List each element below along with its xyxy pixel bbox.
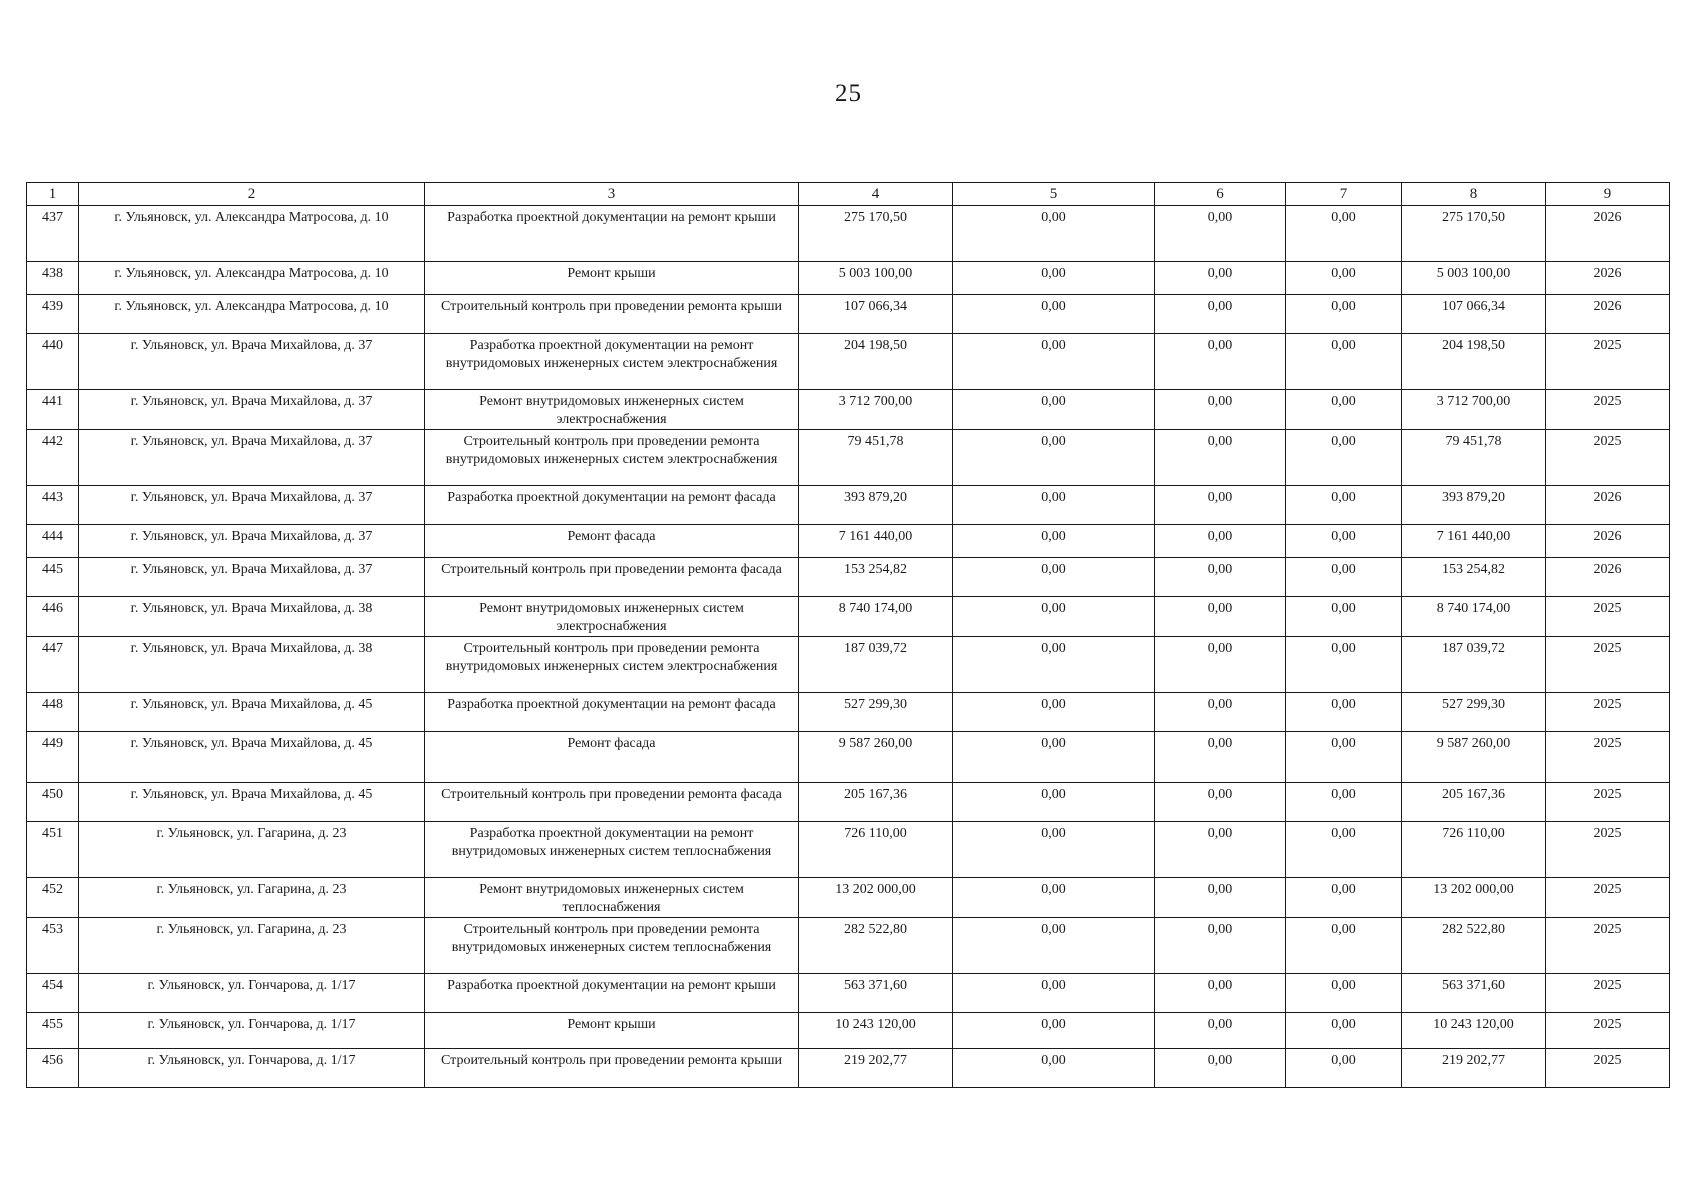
fund-other-cell: 0,00	[1286, 637, 1402, 693]
year-cell: 2025	[1546, 334, 1670, 390]
fund-other-cell: 0,00	[1286, 558, 1402, 597]
work-type-cell: Строительный контроль при проведении ремонта фасада	[425, 558, 799, 597]
fund-other-cell: 0,00	[1286, 918, 1402, 974]
fund-other-cell: 0,00	[1286, 1013, 1402, 1049]
total-cost-cell: 726 110,00	[799, 822, 953, 878]
year-cell: 2025	[1546, 1049, 1670, 1088]
owner-funds-cell: 282 522,80	[1402, 918, 1546, 974]
total-cost-cell: 275 170,50	[799, 206, 953, 262]
fund-other-cell: 0,00	[1286, 334, 1402, 390]
year-cell: 2025	[1546, 783, 1670, 822]
owner-funds-cell: 13 202 000,00	[1402, 878, 1546, 918]
row-number-cell: 441	[27, 390, 79, 430]
year-cell: 2025	[1546, 637, 1670, 693]
year-cell: 2026	[1546, 525, 1670, 558]
work-type-cell: Разработка проектной документации на ремонт крыши	[425, 974, 799, 1013]
fund-municipal-cell: 0,00	[1155, 637, 1286, 693]
fund-municipal-cell: 0,00	[1155, 430, 1286, 486]
column-header: 1	[27, 183, 79, 206]
fund-municipal-cell: 0,00	[1155, 262, 1286, 295]
fund-regional-cell: 0,00	[953, 262, 1155, 295]
year-cell: 2025	[1546, 430, 1670, 486]
owner-funds-cell: 275 170,50	[1402, 206, 1546, 262]
total-cost-cell: 393 879,20	[799, 486, 953, 525]
fund-regional-cell: 0,00	[953, 1013, 1155, 1049]
address-cell: г. Ульяновск, ул. Гагарина, д. 23	[79, 878, 425, 918]
total-cost-cell: 205 167,36	[799, 783, 953, 822]
row-number-cell: 446	[27, 597, 79, 637]
row-number-cell: 443	[27, 486, 79, 525]
total-cost-cell: 563 371,60	[799, 974, 953, 1013]
owner-funds-cell: 5 003 100,00	[1402, 262, 1546, 295]
owner-funds-cell: 153 254,82	[1402, 558, 1546, 597]
owner-funds-cell: 527 299,30	[1402, 693, 1546, 732]
table-row	[27, 597, 1670, 637]
fund-municipal-cell: 0,00	[1155, 486, 1286, 525]
column-header: 6	[1155, 183, 1286, 206]
year-cell: 2026	[1546, 206, 1670, 262]
fund-regional-cell: 0,00	[953, 597, 1155, 637]
fund-municipal-cell: 0,00	[1155, 918, 1286, 974]
table-row	[27, 822, 1670, 878]
address-cell: г. Ульяновск, ул. Врача Михайлова, д. 37	[79, 430, 425, 486]
fund-regional-cell: 0,00	[953, 974, 1155, 1013]
total-cost-cell: 10 243 120,00	[799, 1013, 953, 1049]
total-cost-cell: 79 451,78	[799, 430, 953, 486]
fund-municipal-cell: 0,00	[1155, 1013, 1286, 1049]
table-row	[27, 878, 1670, 918]
fund-municipal-cell: 0,00	[1155, 878, 1286, 918]
work-type-cell: Ремонт фасада	[425, 732, 799, 783]
work-type-cell: Ремонт крыши	[425, 1013, 799, 1049]
table-row	[27, 974, 1670, 1013]
address-cell: г. Ульяновск, ул. Врача Михайлова, д. 45	[79, 693, 425, 732]
table-row	[27, 558, 1670, 597]
fund-other-cell: 0,00	[1286, 262, 1402, 295]
table-row	[27, 1049, 1670, 1088]
year-cell: 2025	[1546, 878, 1670, 918]
work-type-cell: Разработка проектной документации на ремонт крыши	[425, 206, 799, 262]
fund-regional-cell: 0,00	[953, 334, 1155, 390]
table-body	[27, 206, 1670, 1088]
work-type-cell: Строительный контроль при проведении ремонта внутридомовых инженерных систем электроснабжения	[425, 430, 799, 486]
fund-regional-cell: 0,00	[953, 525, 1155, 558]
row-number-cell: 448	[27, 693, 79, 732]
fund-other-cell: 0,00	[1286, 597, 1402, 637]
work-type-cell: Разработка проектной документации на ремонт фасада	[425, 486, 799, 525]
fund-other-cell: 0,00	[1286, 1049, 1402, 1088]
work-type-cell: Разработка проектной документации на ремонт фасада	[425, 693, 799, 732]
total-cost-cell: 204 198,50	[799, 334, 953, 390]
address-cell: г. Ульяновск, ул. Врача Михайлова, д. 37	[79, 334, 425, 390]
row-number-cell: 439	[27, 295, 79, 334]
fund-municipal-cell: 0,00	[1155, 525, 1286, 558]
fund-regional-cell: 0,00	[953, 430, 1155, 486]
total-cost-cell: 13 202 000,00	[799, 878, 953, 918]
row-number-cell: 438	[27, 262, 79, 295]
work-type-cell: Ремонт фасада	[425, 525, 799, 558]
fund-regional-cell: 0,00	[953, 1049, 1155, 1088]
column-header: 4	[799, 183, 953, 206]
fund-other-cell: 0,00	[1286, 206, 1402, 262]
fund-other-cell: 0,00	[1286, 974, 1402, 1013]
row-number-cell: 452	[27, 878, 79, 918]
total-cost-cell: 153 254,82	[799, 558, 953, 597]
work-type-cell: Разработка проектной документации на ремонт внутридомовых инженерных систем электроснабжения	[425, 334, 799, 390]
fund-municipal-cell: 0,00	[1155, 732, 1286, 783]
row-number-cell: 444	[27, 525, 79, 558]
address-cell: г. Ульяновск, ул. Александра Матросова, д. 10	[79, 262, 425, 295]
work-type-cell: Строительный контроль при проведении ремонта крыши	[425, 1049, 799, 1088]
fund-municipal-cell: 0,00	[1155, 822, 1286, 878]
total-cost-cell: 7 161 440,00	[799, 525, 953, 558]
table-row	[27, 525, 1670, 558]
year-cell: 2026	[1546, 295, 1670, 334]
fund-other-cell: 0,00	[1286, 390, 1402, 430]
table-row	[27, 486, 1670, 525]
fund-regional-cell: 0,00	[953, 783, 1155, 822]
table-row	[27, 390, 1670, 430]
fund-other-cell: 0,00	[1286, 693, 1402, 732]
total-cost-cell: 219 202,77	[799, 1049, 953, 1088]
fund-regional-cell: 0,00	[953, 295, 1155, 334]
table-row	[27, 918, 1670, 974]
fund-other-cell: 0,00	[1286, 525, 1402, 558]
table-row	[27, 637, 1670, 693]
row-number-cell: 450	[27, 783, 79, 822]
row-number-cell: 442	[27, 430, 79, 486]
row-number-cell: 453	[27, 918, 79, 974]
year-cell: 2025	[1546, 597, 1670, 637]
fund-other-cell: 0,00	[1286, 486, 1402, 525]
address-cell: г. Ульяновск, ул. Врача Михайлова, д. 37	[79, 558, 425, 597]
page-number: 25	[835, 80, 862, 107]
work-type-cell: Ремонт внутридомовых инженерных систем электроснабжения	[425, 597, 799, 637]
total-cost-cell: 9 587 260,00	[799, 732, 953, 783]
fund-regional-cell: 0,00	[953, 693, 1155, 732]
table-row	[27, 262, 1670, 295]
table-row	[27, 295, 1670, 334]
address-cell: г. Ульяновск, ул. Гончарова, д. 1/17	[79, 1049, 425, 1088]
work-type-cell: Строительный контроль при проведении ремонта крыши	[425, 295, 799, 334]
year-cell: 2025	[1546, 918, 1670, 974]
address-cell: г. Ульяновск, ул. Гончарова, д. 1/17	[79, 1013, 425, 1049]
owner-funds-cell: 219 202,77	[1402, 1049, 1546, 1088]
fund-regional-cell: 0,00	[953, 637, 1155, 693]
row-number-cell: 455	[27, 1013, 79, 1049]
address-cell: г. Ульяновск, ул. Врача Михайлова, д. 45	[79, 783, 425, 822]
fund-municipal-cell: 0,00	[1155, 693, 1286, 732]
work-type-cell: Строительный контроль при проведении ремонта внутридомовых инженерных систем электроснабжения	[425, 637, 799, 693]
year-cell: 2026	[1546, 486, 1670, 525]
owner-funds-cell: 79 451,78	[1402, 430, 1546, 486]
owner-funds-cell: 726 110,00	[1402, 822, 1546, 878]
fund-regional-cell: 0,00	[953, 206, 1155, 262]
column-header: 8	[1402, 183, 1546, 206]
owner-funds-cell: 205 167,36	[1402, 783, 1546, 822]
row-number-cell: 440	[27, 334, 79, 390]
row-number-cell: 445	[27, 558, 79, 597]
address-cell: г. Ульяновск, ул. Врача Михайлова, д. 37	[79, 525, 425, 558]
fund-municipal-cell: 0,00	[1155, 390, 1286, 430]
owner-funds-cell: 9 587 260,00	[1402, 732, 1546, 783]
total-cost-cell: 8 740 174,00	[799, 597, 953, 637]
repair-schedule-table	[26, 182, 1670, 1088]
total-cost-cell: 282 522,80	[799, 918, 953, 974]
fund-municipal-cell: 0,00	[1155, 206, 1286, 262]
owner-funds-cell: 8 740 174,00	[1402, 597, 1546, 637]
total-cost-cell: 3 712 700,00	[799, 390, 953, 430]
fund-regional-cell: 0,00	[953, 390, 1155, 430]
row-number-cell: 449	[27, 732, 79, 783]
header-row	[27, 183, 1670, 206]
table-row	[27, 334, 1670, 390]
work-type-cell: Ремонт внутридомовых инженерных систем теплоснабжения	[425, 878, 799, 918]
owner-funds-cell: 3 712 700,00	[1402, 390, 1546, 430]
fund-municipal-cell: 0,00	[1155, 783, 1286, 822]
total-cost-cell: 5 003 100,00	[799, 262, 953, 295]
year-cell: 2026	[1546, 558, 1670, 597]
fund-regional-cell: 0,00	[953, 558, 1155, 597]
fund-regional-cell: 0,00	[953, 918, 1155, 974]
fund-regional-cell: 0,00	[953, 878, 1155, 918]
column-header: 2	[79, 183, 425, 206]
address-cell: г. Ульяновск, ул. Гагарина, д. 23	[79, 918, 425, 974]
column-header: 5	[953, 183, 1155, 206]
table-row	[27, 206, 1670, 262]
fund-municipal-cell: 0,00	[1155, 597, 1286, 637]
fund-municipal-cell: 0,00	[1155, 558, 1286, 597]
year-cell: 2025	[1546, 390, 1670, 430]
table-row	[27, 1013, 1670, 1049]
fund-municipal-cell: 0,00	[1155, 1049, 1286, 1088]
address-cell: г. Ульяновск, ул. Врача Михайлова, д. 45	[79, 732, 425, 783]
table-row	[27, 693, 1670, 732]
row-number-cell: 451	[27, 822, 79, 878]
address-cell: г. Ульяновск, ул. Врача Михайлова, д. 38	[79, 597, 425, 637]
fund-regional-cell: 0,00	[953, 732, 1155, 783]
work-type-cell: Строительный контроль при проведении ремонта внутридомовых инженерных систем теплоснабжения	[425, 918, 799, 974]
column-header: 3	[425, 183, 799, 206]
fund-other-cell: 0,00	[1286, 822, 1402, 878]
owner-funds-cell: 187 039,72	[1402, 637, 1546, 693]
table-row	[27, 732, 1670, 783]
total-cost-cell: 527 299,30	[799, 693, 953, 732]
fund-regional-cell: 0,00	[953, 822, 1155, 878]
work-type-cell: Ремонт крыши	[425, 262, 799, 295]
year-cell: 2025	[1546, 822, 1670, 878]
address-cell: г. Ульяновск, ул. Врача Михайлова, д. 38	[79, 637, 425, 693]
year-cell: 2026	[1546, 262, 1670, 295]
year-cell: 2025	[1546, 974, 1670, 1013]
work-type-cell: Строительный контроль при проведении ремонта фасада	[425, 783, 799, 822]
fund-municipal-cell: 0,00	[1155, 295, 1286, 334]
fund-other-cell: 0,00	[1286, 783, 1402, 822]
owner-funds-cell: 563 371,60	[1402, 974, 1546, 1013]
column-header: 9	[1546, 183, 1670, 206]
fund-municipal-cell: 0,00	[1155, 974, 1286, 1013]
owner-funds-cell: 393 879,20	[1402, 486, 1546, 525]
column-header: 7	[1286, 183, 1402, 206]
year-cell: 2025	[1546, 1013, 1670, 1049]
owner-funds-cell: 204 198,50	[1402, 334, 1546, 390]
fund-municipal-cell: 0,00	[1155, 334, 1286, 390]
work-type-cell: Разработка проектной документации на ремонт внутридомовых инженерных систем теплоснабжения	[425, 822, 799, 878]
row-number-cell: 447	[27, 637, 79, 693]
fund-regional-cell: 0,00	[953, 486, 1155, 525]
address-cell: г. Ульяновск, ул. Врача Михайлова, д. 37	[79, 486, 425, 525]
year-cell: 2025	[1546, 732, 1670, 783]
address-cell: г. Ульяновск, ул. Гагарина, д. 23	[79, 822, 425, 878]
address-cell: г. Ульяновск, ул. Александра Матросова, д. 10	[79, 295, 425, 334]
address-cell: г. Ульяновск, ул. Александра Матросова, д. 10	[79, 206, 425, 262]
table-row	[27, 783, 1670, 822]
fund-other-cell: 0,00	[1286, 430, 1402, 486]
address-cell: г. Ульяновск, ул. Гончарова, д. 1/17	[79, 974, 425, 1013]
fund-other-cell: 0,00	[1286, 295, 1402, 334]
year-cell: 2025	[1546, 693, 1670, 732]
fund-other-cell: 0,00	[1286, 732, 1402, 783]
row-number-cell: 454	[27, 974, 79, 1013]
row-number-cell: 456	[27, 1049, 79, 1088]
owner-funds-cell: 10 243 120,00	[1402, 1013, 1546, 1049]
table-row	[27, 430, 1670, 486]
owner-funds-cell: 107 066,34	[1402, 295, 1546, 334]
fund-other-cell: 0,00	[1286, 878, 1402, 918]
owner-funds-cell: 7 161 440,00	[1402, 525, 1546, 558]
total-cost-cell: 187 039,72	[799, 637, 953, 693]
work-type-cell: Ремонт внутридомовых инженерных систем электроснабжения	[425, 390, 799, 430]
total-cost-cell: 107 066,34	[799, 295, 953, 334]
address-cell: г. Ульяновск, ул. Врача Михайлова, д. 37	[79, 390, 425, 430]
row-number-cell: 437	[27, 206, 79, 262]
